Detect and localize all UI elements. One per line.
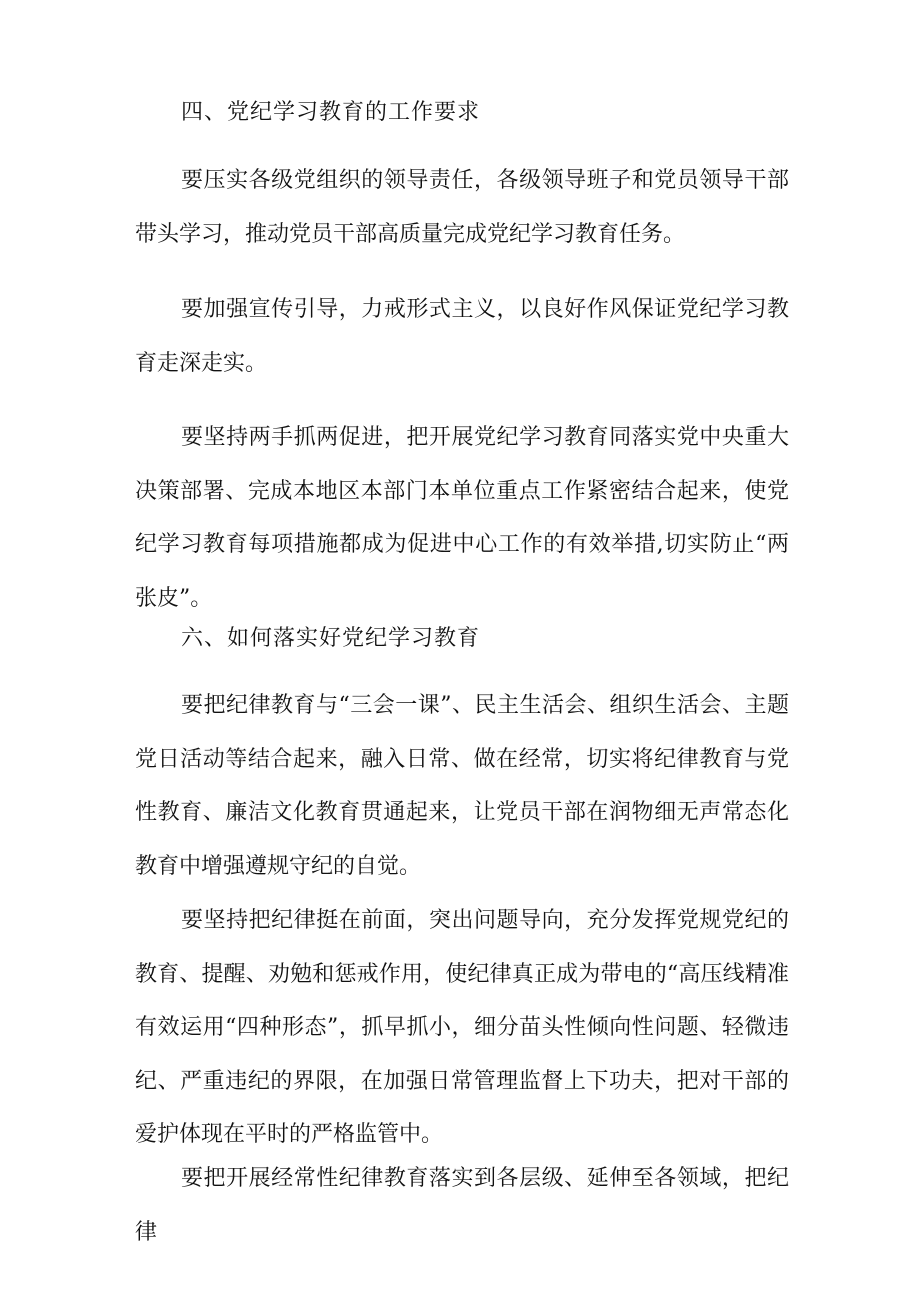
paragraph-leadership-responsibility: 要压实各级党组织的领导责任，各级领导班子和党员领导干部带头学习，推动党员干部高质量完成党纪学习教育任务。 <box>135 168 789 247</box>
paragraph-two-hands: 要坚持两手抓两促进，把开展党纪学习教育同落实党中央重大决策部署、完成本地区本部门本单位重点工作紧密结合起来，使党纪学习教育每项措施都成为促进中心工作的有效举措,切实防止“两张皮”。 <box>135 425 789 611</box>
section-heading-6: 六、如何落实好党纪学习教育 <box>181 626 481 651</box>
paragraph-discipline-first: 要坚持把纪律挺在前面，突出问题导向，充分发挥党规党纪的教育、提醒、劝勉和惩戒作用，使纪律真正成为带电的“高压线精准有效运用“四种形态”，抓早抓小，细分苗头性倾向性问题、轻微违纪、严重违纪的界限，在加强日常管理监督上下功夫，把对干部的爱护体现在平时的严格监管中。 <box>135 908 789 1147</box>
paragraph-regular-discipline-education: 要把开展经常性纪律教育落实到各层级、延伸至各领域，把纪律 <box>135 1166 789 1245</box>
section-heading-4: 四、党纪学习教育的工作要求 <box>181 100 481 125</box>
paragraph-integrate-discipline-education: 要把纪律教育与“三会一课”、民主生活会、组织生活会、主题党日活动等结合起来，融入日常、做在经常，切实将纪律教育与党性教育、廉洁文化教育贯通起来，让党员干部在润物细无声常态化教育中增强遵规守纪的自觉。 <box>135 693 789 879</box>
paragraph-publicity-guidance: 要加强宣传引导，力戒形式主义，以良好作风保证党纪学习教育走深走实。 <box>135 297 789 376</box>
